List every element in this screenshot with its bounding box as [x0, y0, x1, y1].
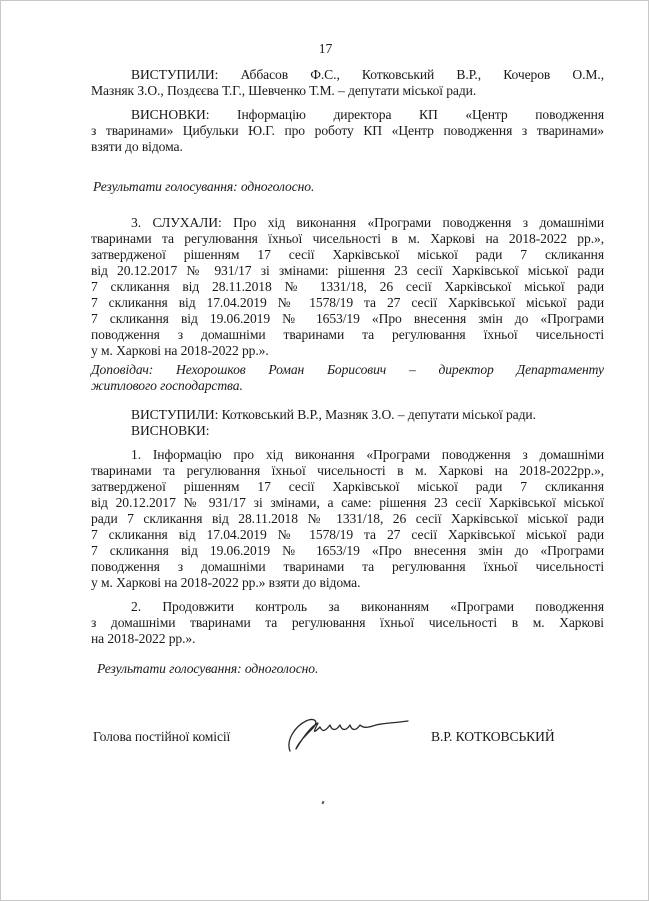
conclusion-line: на 2018-2022 рр.». [91, 631, 196, 646]
conclusion-line: від 20.12.2017 № 931/17 зі змінами, а саме: рішення 23 сесії Харківської міської [91, 495, 604, 510]
heard-line: 7 скликання від 19.06.2019 № 1653/19 «Про внесення змін до «Програми [91, 311, 604, 326]
conclusion-line: з домашніми тваринами та регулювання їхньої чисельності в м. Харкові [91, 615, 604, 630]
conclusion-line: 7 скликання від 17.04.2019 № 1578/19 та 27 сесії Харківської міської ради [91, 527, 604, 542]
conclusion-line: 7 скликання від 19.06.2019 № 1653/19 «Про внесення змін до «Програми [91, 543, 604, 558]
conclusion-line: у м. Харкові на 2018-2022 рр.» взяти до відома. [91, 575, 361, 590]
page-number: 17 [318, 41, 333, 56]
handwritten-signature [284, 713, 414, 758]
heard-line: у м. Харкові на 2018-2022 рр.». [91, 343, 269, 358]
voting-result: Результати голосування: одноголосно. [93, 179, 315, 194]
conclusion-line: затвердженої рішенням 17 сесії Харківської міської ради 7 скликання [91, 479, 604, 494]
conclusion-line: поводження з домашніми тваринами та регулювання їхньої чисельності [91, 559, 604, 574]
conclusions-label: ВИСНОВКИ: [131, 423, 210, 438]
conclusion-line: тваринами та регулювання їхньої чисельності в м. Харкові на 2018-2022рр.», [91, 463, 604, 478]
heard-line: поводження з домашніми тваринами та регулювання їхньої чисельності [91, 327, 604, 342]
signatory-name: В.Р. КОТКОВСЬКИЙ [431, 729, 555, 744]
conclusions-line: взяти до відома. [91, 139, 183, 154]
signature-position: Голова постійної комісії [93, 729, 231, 744]
heard-line: 7 скликання від 17.04.2019 № 1578/19 та 27 сесії Харківської міської ради [91, 295, 604, 310]
reporter-line: Доповідач: Нехорошков Роман Борисович – директор Департаменту [91, 362, 604, 377]
heard-line: 7 скликання від 28.11.2018 № 1331/18, 26 сесії Харківської міської ради [91, 279, 604, 294]
spoke-line: ВИСТУПИЛИ: Котковський В.Р., Мазняк З.О. – депутати міської ради. [131, 407, 536, 422]
heard-line: від 20.12.2017 № 931/17 зі змінами: рішення 23 сесії Харківської міської ради [91, 263, 604, 278]
conclusion-line: ради 7 скликання від 28.11.2018 № 1331/18, 26 сесії Харківської міської ради [91, 511, 604, 526]
heard-line: 3. СЛУХАЛИ: Про хід виконання «Програми поводження з домашніми [131, 215, 604, 230]
conclusion-line: 1. Інформацію про хід виконання «Програми поводження з домашніми [131, 447, 604, 462]
voting-result: Результати голосування: одноголосно. [97, 661, 319, 676]
conclusions-line: ВИСНОВКИ: Інформацію директора КП «Центр поводження [131, 107, 604, 122]
conclusion-line: 2. Продовжити контроль за виконанням «Програми поводження [131, 599, 604, 614]
reporter-line: житлового господарства. [91, 378, 243, 393]
heard-line: затвердженої рішенням 17 сесії Харківської міської ради 7 скликання [91, 247, 604, 262]
spoke-line: ВИСТУПИЛИ: Аббасов Ф.С., Котковський В.Р., Кочеров О.М., [131, 67, 604, 82]
scan-speck [321, 801, 324, 805]
conclusions-line: з тваринами» Цибульки Ю.Г. про роботу КП «Центр поводження з тваринами» [91, 123, 604, 138]
spoke-line: Мазняк З.О., Поздєєва Т.Г., Шевченко Т.М. – депутати міської ради. [91, 83, 477, 98]
heard-line: тваринами та регулювання їхньої чисельності в м. Харкові на 2018-2022 рр.», [91, 231, 604, 246]
